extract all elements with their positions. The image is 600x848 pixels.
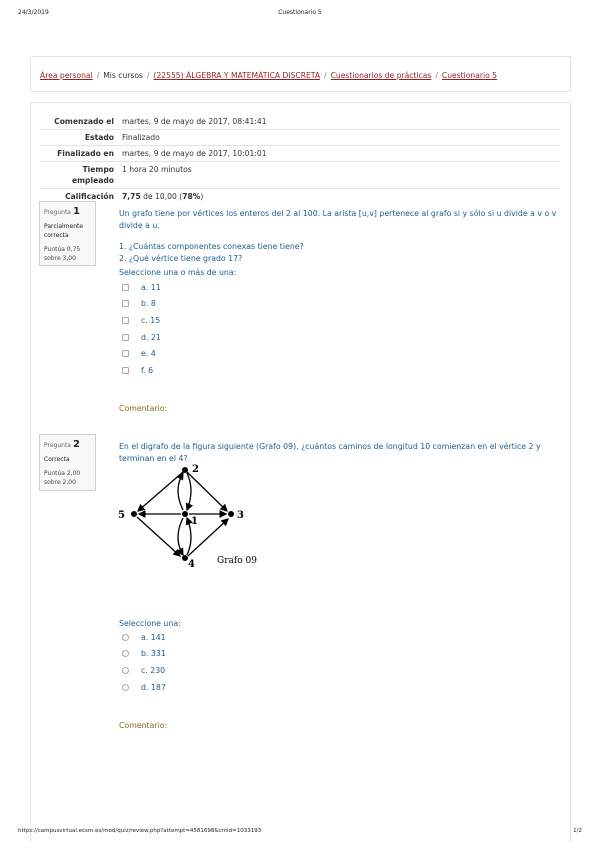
vertex-3 xyxy=(228,511,234,517)
question-1-sub1: 1. ¿Cuántas componentes conexas tiene tiene? xyxy=(119,242,304,251)
question-2-text: En el digrafo de la figura siguiente (Grafo 09), ¿cuántos caminos de longitud 10 comienzan en el vértice 2 y terminan en el 4? xyxy=(119,442,541,463)
question-1-statement: Un grafo tiene por vértices los enteros del 2 al 100. La arista [u,v] pertenece al grafo si y sólo si u divide a v o v divide a u. xyxy=(119,209,557,230)
print-date: 24/3/2019 xyxy=(18,9,49,16)
question-grade: Puntúa 2,00 sobre 2,00 xyxy=(44,470,81,486)
checkbox[interactable] xyxy=(122,367,129,374)
question-1-text xyxy=(119,208,559,265)
radio-button[interactable] xyxy=(122,650,129,657)
checkbox[interactable] xyxy=(122,300,129,307)
question-1-info xyxy=(39,201,96,266)
radio-button[interactable] xyxy=(122,684,129,691)
print-title: Cuestionario 5 xyxy=(278,9,322,16)
summary-value: martes, 9 de mayo de 2017, 10:01:01 xyxy=(122,149,267,158)
grade-percent: 78% xyxy=(182,192,201,201)
answer-label: c. 15 xyxy=(141,315,161,325)
question-2-comment: Comentario: xyxy=(119,721,168,730)
vertex-2 xyxy=(182,467,188,473)
question-2-prompt: Seleccione una: xyxy=(119,619,181,628)
question-number xyxy=(44,206,91,217)
checkbox[interactable] xyxy=(122,350,129,357)
vertex-label-5: 5 xyxy=(118,510,125,521)
answer-option[interactable] xyxy=(122,679,166,696)
question-1-comment: Comentario: xyxy=(119,404,168,413)
answer-label: b. 8 xyxy=(141,299,156,309)
print-page-number: 1/2 xyxy=(573,828,582,834)
graph-caption: Grafo 09 xyxy=(217,556,257,566)
breadcrumb-container xyxy=(30,56,571,92)
vertex-label-4: 4 xyxy=(188,559,195,570)
answer-option[interactable] xyxy=(122,662,166,679)
summary-grade-value xyxy=(118,189,560,205)
question-1-prompt: Seleccione una o más de una: xyxy=(119,268,237,277)
question-1-answers xyxy=(122,279,161,379)
breadcrumb-separator: / xyxy=(96,71,100,80)
print-url: https://campusvirtual.ecsm.es/mod/quiz/review.php?attempt=4581698&cmid=1033193 xyxy=(18,828,262,834)
grade-mid: de 10,00 ( xyxy=(140,192,183,201)
breadcrumb-separator: / xyxy=(324,71,327,80)
summary-row xyxy=(40,130,560,146)
answer-option[interactable] xyxy=(122,629,166,646)
answer-option[interactable] xyxy=(122,646,166,663)
question-number xyxy=(44,439,91,450)
radio-button[interactable] xyxy=(122,634,129,641)
answer-option[interactable] xyxy=(122,312,161,329)
question-state: Parcialmente correcta xyxy=(44,223,84,239)
summary-label: Estado xyxy=(84,133,114,142)
summary-label: Tiempo empleado xyxy=(71,165,114,185)
digraph-figure xyxy=(115,460,265,570)
answer-label: d. 21 xyxy=(141,332,161,342)
summary-row xyxy=(40,189,560,205)
answer-label: c. 230 xyxy=(141,665,166,675)
summary-label: Calificación xyxy=(65,192,114,201)
print-footer xyxy=(18,828,582,838)
summary-label: Finalizado en xyxy=(57,149,114,158)
checkbox[interactable] xyxy=(122,284,129,291)
attempt-summary-table xyxy=(40,114,560,204)
question-state: Correcta xyxy=(44,456,70,463)
answer-label: b. 331 xyxy=(141,649,166,659)
breadcrumb-separator: / xyxy=(146,71,150,80)
answer-label: a. 141 xyxy=(141,632,166,642)
answer-label: d. 187 xyxy=(141,682,166,692)
vertex-label-3: 3 xyxy=(237,510,244,521)
vertex-5 xyxy=(131,511,137,517)
question-label: Pregunta xyxy=(44,442,71,449)
print-header xyxy=(18,9,582,19)
answer-option[interactable] xyxy=(122,362,161,379)
answer-option[interactable] xyxy=(122,329,161,346)
answer-option[interactable] xyxy=(122,279,161,296)
vertex-1 xyxy=(182,511,188,517)
summary-label: Comenzado el xyxy=(54,117,114,126)
summary-row xyxy=(40,146,560,162)
summary-value: martes, 9 de mayo de 2017, 08:41:41 xyxy=(122,117,267,126)
summary-row xyxy=(40,114,560,130)
breadcrumb-separator: / xyxy=(435,71,438,80)
breadcrumb-mis-cursos: Mis cursos xyxy=(103,71,143,80)
checkbox[interactable] xyxy=(122,334,129,341)
breadcrumb-cuestionarios[interactable]: Cuestionarios de prácticas xyxy=(330,71,432,80)
breadcrumb-area-personal[interactable]: Área personal xyxy=(40,71,93,80)
summary-row xyxy=(40,162,560,189)
answer-label: a. 11 xyxy=(141,282,161,292)
answer-label: e. 4 xyxy=(141,349,156,359)
radio-button[interactable] xyxy=(122,667,129,674)
vertex-label-2: 2 xyxy=(192,464,199,475)
breadcrumb-cuestionario-5[interactable]: Cuestionario 5 xyxy=(441,71,497,80)
question-number-value: 1 xyxy=(72,206,80,217)
grade-score: 7,75 xyxy=(122,192,141,201)
answer-label: f. 6 xyxy=(141,365,154,375)
breadcrumb-course[interactable]: (22555) ÁLGEBRA Y MATEMÁTICA DISCRETA xyxy=(153,71,321,80)
summary-value: Finalizado xyxy=(122,133,160,142)
question-number-value: 2 xyxy=(72,439,80,450)
question-2-answers xyxy=(122,629,166,695)
question-grade: Puntúa 0,75 sobre 3,00 xyxy=(44,246,81,262)
question-2-info xyxy=(39,434,96,491)
vertex-label-1: 1 xyxy=(191,516,198,527)
breadcrumb xyxy=(40,71,497,80)
checkbox[interactable] xyxy=(122,317,129,324)
answer-option[interactable] xyxy=(122,296,161,313)
grade-end: ) xyxy=(200,192,204,201)
answer-option[interactable] xyxy=(122,345,161,362)
question-label: Pregunta xyxy=(44,209,71,216)
summary-value: 1 hora 20 minutos xyxy=(122,165,192,174)
question-1-sub2: 2. ¿Qué vértice tiene grado 17? xyxy=(119,254,243,263)
